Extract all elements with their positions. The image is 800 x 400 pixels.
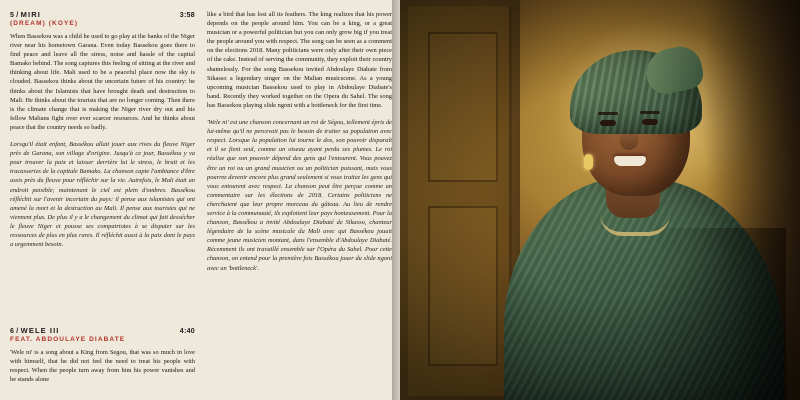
track-header [10,10,195,19]
track-separator: / [16,327,19,335]
track-notes-french-continued: 'Wele ni' est une chanson concernant un roi de Ségou, tellement épris de lui-même qu'il ne percevait pas le besoin de traiter sa population avec respect. Lorsque la population lui tourne le dos, son pouvoir disparaît et il se fient seul, comme un oiseau ayant perdu ses plumes. Le roi réalise que son pouvoir dépend des gens qui l'entourent. Vous pouvez être un roi ou un grand musicien ou un politicien puissant, mais vous pourrez devenir encore plus grand seulement si vous traitez les gens qui vous entourent avec respect. La chanson peut être perçue comme un commentaire sur les élections de 2018. Certains politiciens ne cherchaient que leur propre morceau du gâteau. Au lieu de rendre service à la communauté, ils exploitent leur pays honteusement. Pour la chanson, Bassékou a invité Abdoulaye Diabaté de Sikasso, chanteur légendaire de la scène musicale du Mali avec qui Bassékou jouait comme jeune musicien montant, dans l'ensemble d'Abdoulaye Diabaté. Récemment ils ont travaillé ensemble sur l'Opéra du Sahel. Pour cette chanson, on entend pour la première fois Bassékou jouer du slide ngoni avec un 'bottleneck'. [207,119,392,272]
text-column-left [10,10,195,392]
column-spacer [10,257,195,325]
text-column-right [207,10,392,392]
track-header [10,326,195,335]
track-subtitle: (DREAM) (KOYE) [10,20,79,27]
track-notes-english-continued: like a bird that has lost all its feathers. The king realizes that his power depends on the people around him. You can be a king, or a great musician or a powerful politician but you can only grow big if you treat the people around you with respect. The song can be seen as a comment on the elections 2018. Many politicians were only after their own piece of the cake. Instead of serving the community, they exploit their country shamelessly. For the song Bassekou invited Abdoulaye Diabate from Sikasso a legendary singer on the Malian musicscene. As a young upcoming musician Bassekou used to play in Abdoulaye Diabate's band. Recently they worked together on the Opera du Sahel. The song has Bassekou playing slide ngoni with a bottleneck for the first time. [207,11,392,109]
track-subtitle: FEAT. ABDOULAYE DIABATE [10,335,126,343]
track-duration: 3:58 [179,12,195,19]
track-number-and-title [10,326,59,335]
track-notes-english: When Bassekou was a child he used to go play at the banks of the Niger river near his hometown Garana. Even today Bassekou goes there to find peace and leave all the stress, noise and hassle of the capital Bamako behind. The song captures this feeling of sitting at the river and thinking about life. Mali used to be a peaceful place now the sky is clouded. Bassekou thinks about the uncertain future of his country: he thinks about the Islamists that have brought death and destruction to Mali. He thinks about the tourists that are no longer coming. Then there is the climate change that is making the Niger river dry out and his fellow Malians fight over ever scarcer resources. And he thinks about peace that the country needs so badly. [10,33,195,131]
track-notes-english-start: 'Wele ni' is a song about a King from Segou, that was so much in love with himself, that he did not feel the need to treat his people with respect. When the people turn away from him his power vanishes and he stands alone [10,348,195,383]
track-number: 5 [10,12,15,19]
track-entry-6 [10,326,195,392]
track-entry-5 [10,10,195,257]
track-title: MIRI [20,10,41,19]
track-duration: 4:40 [179,327,195,335]
track-notes-french: Lorsqu'il était enfant, Bassékou allait jouer aux rives du fleuve Niger près de Garana, son village d'origine. Jusqu'à ce jour, Bassékou y va pour trouver la paix et laisser derrière lui le stress, le bruit et les tracasseries de la capitale Bamako. La chanson capte l'ambiance d'être assis près du fleuve pour réfléchir sur la vie. Autrefois, le Mali était un endroit paisible; maintenant le ciel est plein d'ombres. Bassékou réfléchit sur l'avenir incertain du pays: il pense aux islamistes qui ont amené la mort et la destruction au Mali. Il pense aux touristes qui ne viennent plus. De plus il y a le changement du climat qui fait dessécher le fleuve Niger et pousse ses compatriotes à se disputer sur les ressources de plus en plus rares. Il réfléchit aussi à la paix dont le pays a urgemment besoin. [10,141,195,249]
track-number-and-title [10,10,41,19]
photo-content [400,0,800,400]
photo-vignette [400,0,800,400]
track-separator: / [16,12,19,19]
portrait-photograph [400,0,800,400]
track-number: 6 [10,327,15,335]
track-title: WELE III [20,325,60,335]
